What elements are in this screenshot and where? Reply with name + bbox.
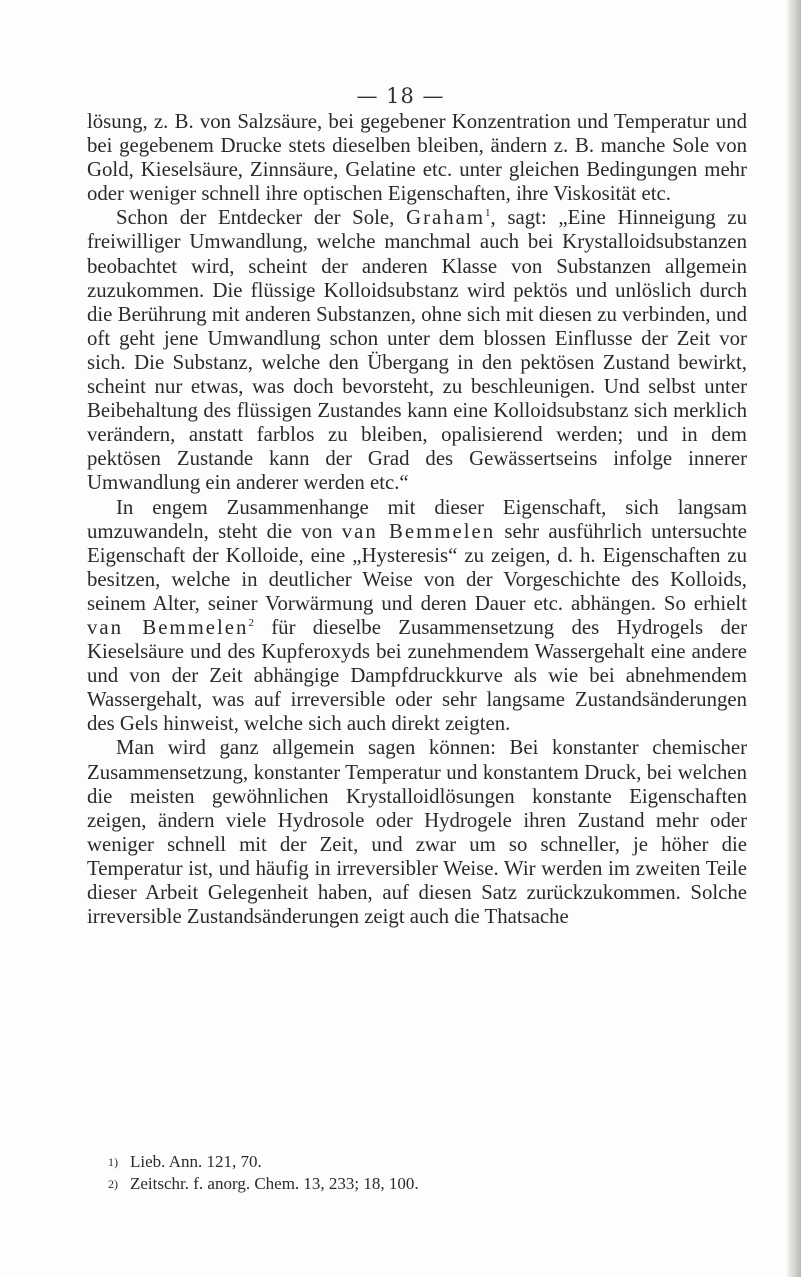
paragraph-1: lösung, z. B. von Salzsäure, bei gegebener Konzentration und Temperatur und bei gegebenem Drucke stets dieselben bleiben, ändern z. B. manche Sole von Gold, Kieselsäure, Zinnsäure, Gelatine etc. unter gleichen Bedingungen mehr oder weniger schnell ihre optischen Eigenschaften, ihre Viskosität etc. xyxy=(87,110,747,206)
graham-quote: , sagt: „Eine Hinneigung zu freiwilliger Umwandlung, welche manchmal auch bei Krystalloidsubstanzen beobachtet wird, scheint der anderen Klasse von Substanzen allgemein zuzukommen. Die flüssige Kolloidsubstanz wird pektös und unlöslich durch die Berührung mit anderen Substanzen, ohne sich mit diesen zu verbinden, und oft geht jene Umwandlung schon unter dem blossen Einflusse der Zeit vor sich. Die Substanz, welche den Übergang in den pektösen Zustand bewirkt, scheint nur etwas, was doch bevorsteht, zu beschleunigen. Und selbst unter Beibehaltung des flüssigen Zustandes kann eine Kolloidsubstanz sich merklich verändern, anstatt farblos zu bleiben, opalisierend werden; und in dem pektösen Zustande kann der Grad des Gewässertseins infolge innerer Umwandlung ein anderer werden etc.“ xyxy=(87,206,747,495)
paragraph-2 xyxy=(87,206,747,495)
footnote-1 xyxy=(108,1151,708,1173)
paragraph-3-text-start: In engem Zusammenhange mit dieser Eigenschaft, sich langsam umzuwandeln, steht die von xyxy=(87,495,747,543)
footnote-1-marker: 1) xyxy=(108,1155,118,1169)
footnote-2-marker: 2) xyxy=(108,1177,118,1191)
page-number: — 18 — xyxy=(356,84,445,108)
body-text xyxy=(87,110,747,929)
footnote-reference-1: 1 xyxy=(485,207,491,220)
author-name-van-bemmelen: van Bemmelen xyxy=(341,519,496,543)
paragraph-3 xyxy=(87,496,747,737)
footnote-1-text: Lieb. Ann. 121, 70. xyxy=(130,1152,262,1171)
page-edge-shadow xyxy=(787,0,801,1277)
paragraph-3-text-end: für dieselbe Zusammensetzung des Hydrogels der Kieselsäure und des Kupferoxyds bei zunehmendem Wassergehalt eine andere und von der Zeit abhängige Dampfdruckkurve als wie bei abnehmendem Wassergehalt, was auf irreversible oder sehr langsame Zustandsänderungen des Gels hinweist, welche sich auch direkt zeigten. xyxy=(87,615,748,736)
footnote-reference-2: 2 xyxy=(248,617,254,630)
footnotes xyxy=(108,1151,708,1195)
author-name-graham: Graham xyxy=(406,206,486,230)
footnote-2-text: Zeitschr. f. anorg. Chem. 13, 233; 18, 100. xyxy=(130,1174,419,1193)
paragraph-2-text-start: Schon der Entdecker der Sole, xyxy=(116,206,407,230)
paragraph-3-text-middle: sehr ausführlich untersuchte Eigenschaft der Kolloide, eine „Hysteresis“ zu zeigen, d. h. Eigenschaften zu besitzen, welche in deutlicher Weise von der Vorgeschichte des Kolloids, seinem Alter, seiner Vorwärmung und deren Dauer etc. abhängen. So erhielt xyxy=(87,519,747,615)
author-name-van-bemmelen-second: van Bemmelen xyxy=(87,615,249,639)
paragraph-4: Man wird ganz allgemein sagen können: Bei konstanter chemischer Zusammensetzung, konstanter Temperatur und konstantem Druck, bei welchen die meisten gewöhnlichen Krystalloidlösungen konstante Eigenschaften zeigen, ändern viele Hydrosole oder Hydrogele ihren Zustand mehr oder weniger schnell mit der Zeit, und zwar um so schneller, je höher die Temperatur ist, und häufig in irreversibler Weise. Wir werden im zweiten Teile dieser Arbeit Gelegenheit haben, auf diesen Satz zurückzukommen. Solche irreversible Zustandsänderungen zeigt auch die Thatsache xyxy=(87,736,747,929)
footnote-2 xyxy=(108,1173,708,1195)
